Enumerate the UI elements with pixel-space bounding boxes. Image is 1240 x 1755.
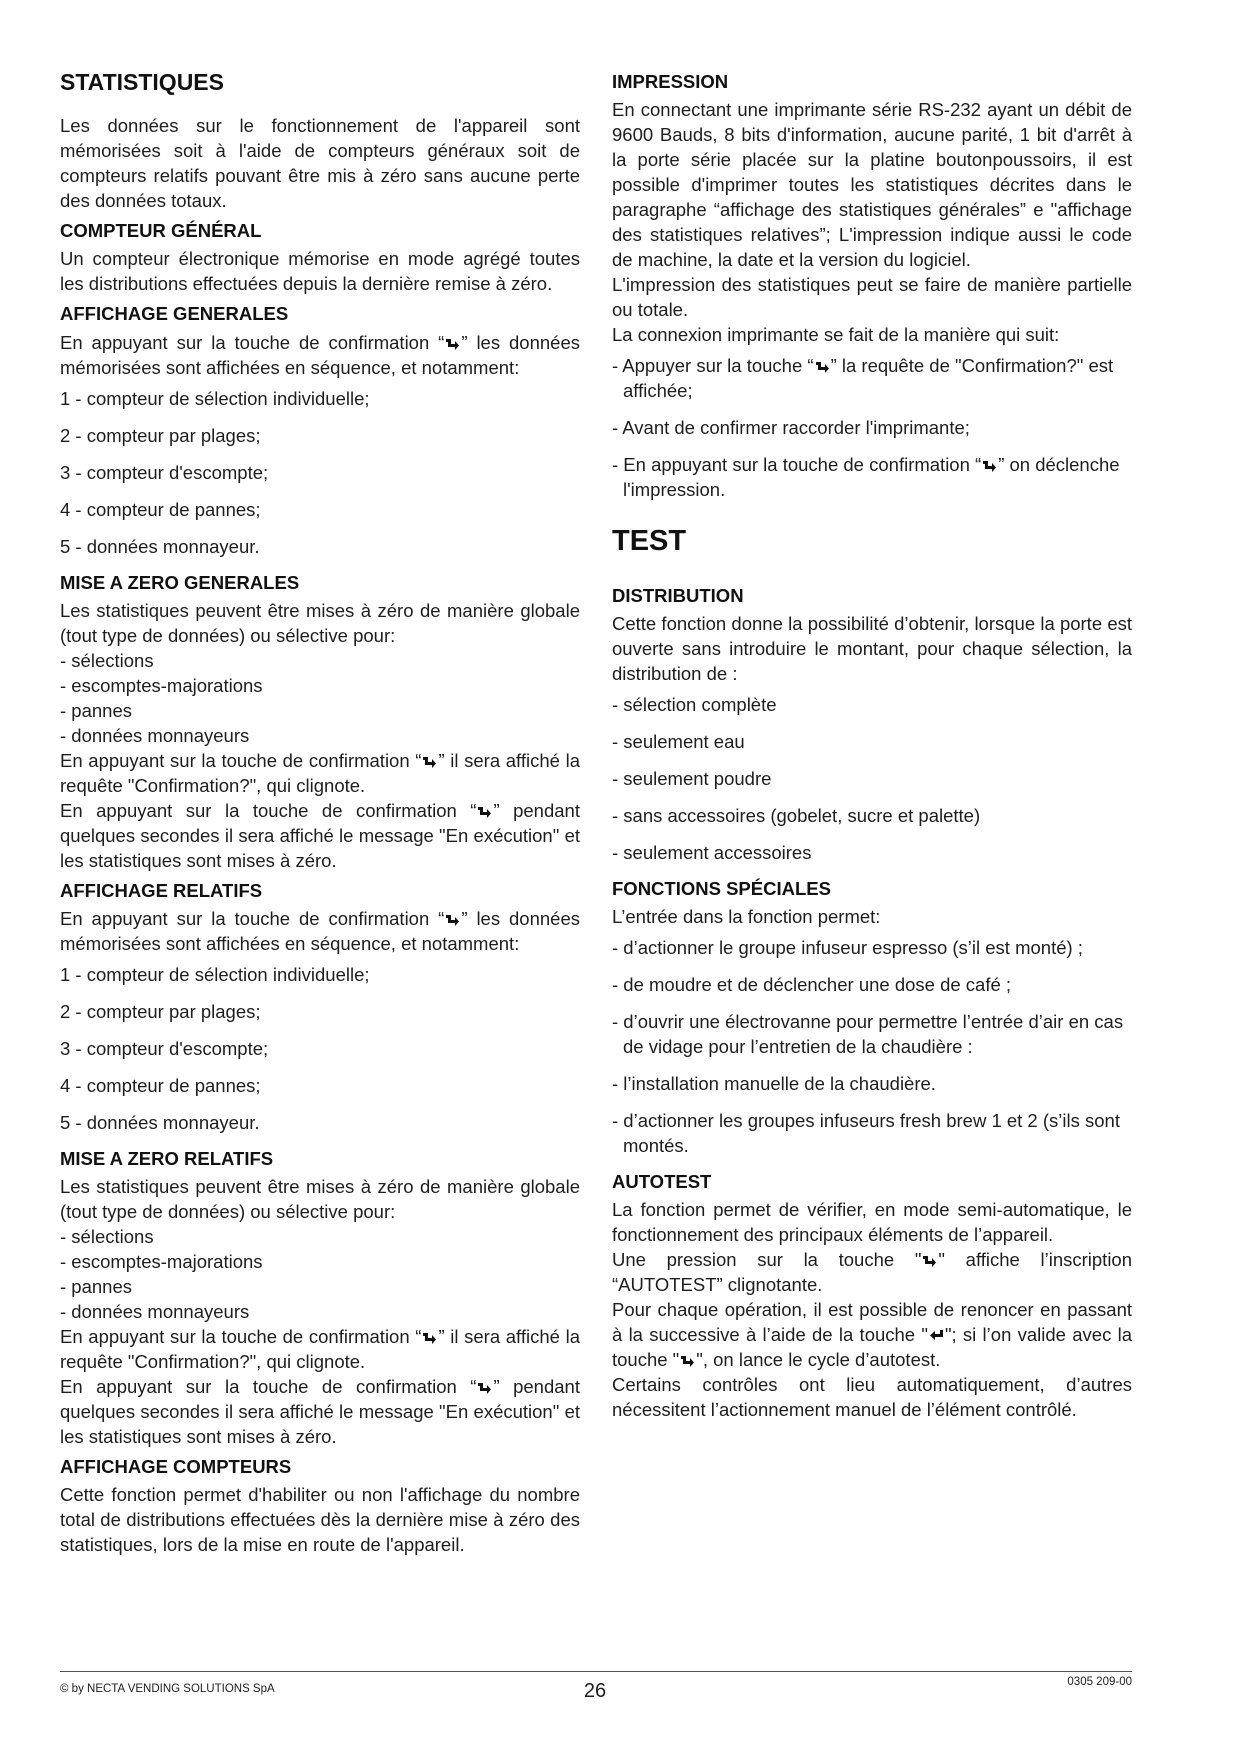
list-item: - seulement eau [612, 731, 745, 753]
list-item: - sans accessoires (gobelet, sucre et palette) [612, 805, 981, 827]
enter-key-icon [445, 913, 460, 926]
mise-a-zero-relatifs-text: Les statistiques peuvent être mises à zéro de manière globale (tout type de données) ou sélective pour: [60, 1175, 580, 1222]
impression-step-2: - Avant de confirmer raccorder l'imprimante; [612, 417, 970, 439]
fonctions-speciales-text: L’entrée dans la fonction permet: [612, 906, 881, 928]
intro-paragraph: Les données sur le fonctionnement de l'appareil sont mémorisées soit à l'aide de compteurs généraux soit de compteurs relatifs pouvant être mis à zéro sans aucune perte des données totaux. [60, 115, 580, 212]
autotest-press: Une pression sur la touche " " affiche l’inscription “AUTOTEST” clignotante. [612, 1249, 1133, 1296]
list-item: 1 - compteur de sélection individuelle; [60, 387, 370, 409]
impression-text: En connectant une imprimante série RS-232 ayant un débit de 9600 Bauds, 8 bits d'information, aucune parité, 1 bit d'arrêt à la porte série placée sur la platine boutonpoussoirs, il est possible d'imprimer toutes les statistiques décrites dans le paragraphe “affichage des statistiques générales” e "affichage des statistiques relatives”; L'impression indique aussi le code de machine, la date et la version du logiciel. [612, 99, 1132, 271]
list-item: - l’installation manuelle de la chaudière. [612, 1073, 936, 1095]
return-key-icon [929, 1329, 944, 1342]
heading-affichage-generales: AFFICHAGE GENERALES [60, 303, 289, 325]
list-item: - seulement accessoires [612, 842, 812, 864]
heading-compteur-general: COMPTEUR GÉNÉRAL [60, 220, 262, 242]
list-item: 2 - compteur par plages; [60, 1000, 261, 1022]
heading-affichage-relatifs: AFFICHAGE RELATIFS [60, 879, 263, 901]
mise-a-zero-generales-text: Les statistiques peuvent être mises à zéro de manière globale (tout type de données) ou sélective pour: [60, 599, 580, 646]
list-item: 5 - données monnayeur. [60, 535, 260, 557]
list-item: - escomptes-majorations [60, 674, 263, 696]
enter-key-icon [445, 337, 460, 350]
list-item: - seulement poudre [612, 768, 772, 790]
list-item: - sélections [60, 1225, 154, 1247]
heading-distribution: DISTRIBUTION [612, 585, 744, 607]
enter-key-icon [422, 755, 437, 768]
footer-divider [60, 1671, 1132, 1672]
left-column [60, 62, 580, 1557]
enter-key-icon [680, 1354, 695, 1367]
autotest-note: Certains contrôles ont lieu automatiquement, d’autres nécessitent l’actionnement manuel de l’élément contrôlé. [612, 1374, 1132, 1421]
affichage-compteurs-text: Cette fonction permet d'habiliter ou non l'affichage du nombre total de distributions effectuées dès la dernière mise à zéro des statistiques, lors de la mise en route de l'appareil. [60, 1484, 580, 1556]
enter-key-icon [477, 1381, 492, 1394]
right-column [612, 62, 1132, 1422]
list-item: 3 - compteur d'escompte; [60, 1037, 269, 1059]
enter-key-icon [815, 360, 830, 373]
footer-copyright: © by NECTA VENDING SOLUTIONS SpA [60, 1683, 275, 1695]
list-item: - de moudre et de déclencher une dose de café ; [612, 974, 1012, 996]
list-item: - pannes [60, 699, 132, 721]
list-item: - escomptes-majorations [60, 1250, 263, 1272]
autotest-skip: Pour chaque opération, il est possible de renoncer en passant à la successive à l’aide de la touche " "; si l’on valide avec la touche " ", on lance le cycle d’autotest. [612, 1299, 1132, 1371]
enter-key-icon [982, 459, 997, 472]
section-title-test: TEST [612, 525, 687, 558]
heading-autotest: AUTOTEST [612, 1171, 712, 1193]
list-item: 1 - compteur de sélection individuelle; [60, 963, 370, 985]
heading-fonctions-speciales: FONCTIONS SPÉCIALES [612, 878, 831, 900]
list-item: 3 - compteur d'escompte; [60, 461, 269, 483]
enter-key-icon [477, 805, 492, 818]
distribution-text: Cette fonction donne la possibilité d’obtenir, lorsque la porte est ouverte sans introduire le montant, pour chaque sélection, la distribution de : [612, 613, 1132, 685]
list-item: 4 - compteur de pannes; [60, 498, 261, 520]
impression-step-1: - Appuyer sur la touche “ ” la requête de "Confirmation?" est affichée; [612, 355, 1114, 402]
mise-a-zero-generales-confirm: En appuyant sur la touche de confirmation “ ” il sera affiché la requête "Confirmation?", qui clignote. [60, 749, 580, 796]
list-item: - d’actionner les groupes infuseurs fresh brew 1 et 2 (s’ils sont montés. [612, 1110, 1120, 1157]
list-item: - sélections [60, 649, 154, 671]
mise-a-zero-generales-execute: En appuyant sur la touche de confirmation “ ” pendant quelques secondes il sera affiché le message "En exécution" et les statistiques sont mises à zéro. [60, 799, 580, 871]
list-item: - d’ouvrir une électrovanne pour permettre l’entrée d’air en cas de vidage pour l’entretien de la chaudière : [612, 1011, 1124, 1058]
list-item: - sélection complète [612, 694, 777, 716]
affichage-relatifs-text: En appuyant sur la touche de confirmation “ ” les données mémorisées sont affichées en séquence, et notamment: [60, 907, 580, 954]
doc-code: 0305 209-00 [1067, 1676, 1132, 1688]
list-item: 4 - compteur de pannes; [60, 1074, 261, 1096]
section-title-statistiques: STATISTIQUES [60, 69, 224, 95]
heading-mise-a-zero-generales: MISE A ZERO GENERALES [60, 571, 300, 593]
heading-affichage-compteurs: AFFICHAGE COMPTEURS [60, 1455, 292, 1477]
list-item: - données monnayeurs [60, 724, 250, 746]
autotest-text: La fonction permet de vérifier, en mode semi-automatique, le fonctionnement des principaux éléments de l’appareil. [612, 1199, 1132, 1246]
heading-mise-a-zero-relatifs: MISE A ZERO RELATIFS [60, 1147, 274, 1169]
list-item: 2 - compteur par plages; [60, 424, 261, 446]
affichage-generales-text: En appuyant sur la touche de confirmation “ ” les données mémorisées sont affichées en séquence, et notamment: [60, 331, 580, 378]
enter-key-icon [422, 1331, 437, 1344]
compteur-general-text: Un compteur électronique mémorise en mode agrégé toutes les distributions effectuées depuis la dernière remise à zéro. [60, 248, 580, 295]
impression-text-3: La connexion imprimante se fait de la manière qui suit: [612, 324, 1060, 346]
impression-text-2: L'impression des statistiques peut se faire de manière partielle ou totale. [612, 274, 1132, 321]
list-item: 5 - données monnayeur. [60, 1111, 260, 1133]
enter-key-icon [922, 1254, 937, 1267]
heading-impression: IMPRESSION [612, 71, 729, 92]
page-number: 26 [583, 1680, 607, 1702]
mise-a-zero-relatifs-confirm: En appuyant sur la touche de confirmation “ ” il sera affiché la requête "Confirmation?", qui clignote. [60, 1325, 580, 1372]
list-item: - pannes [60, 1275, 132, 1297]
list-item: - données monnayeurs [60, 1300, 250, 1322]
impression-step-3: - En appuyant sur la touche de confirmation “ ” on déclenche l'impression. [612, 454, 1120, 501]
list-item: - d’actionner le groupe infuseur espresso (s’il est monté) ; [612, 937, 1083, 959]
mise-a-zero-relatifs-execute: En appuyant sur la touche de confirmation “ ” pendant quelques secondes il sera affiché le message "En exécution" et les statistiques sont mises à zéro. [60, 1375, 580, 1447]
